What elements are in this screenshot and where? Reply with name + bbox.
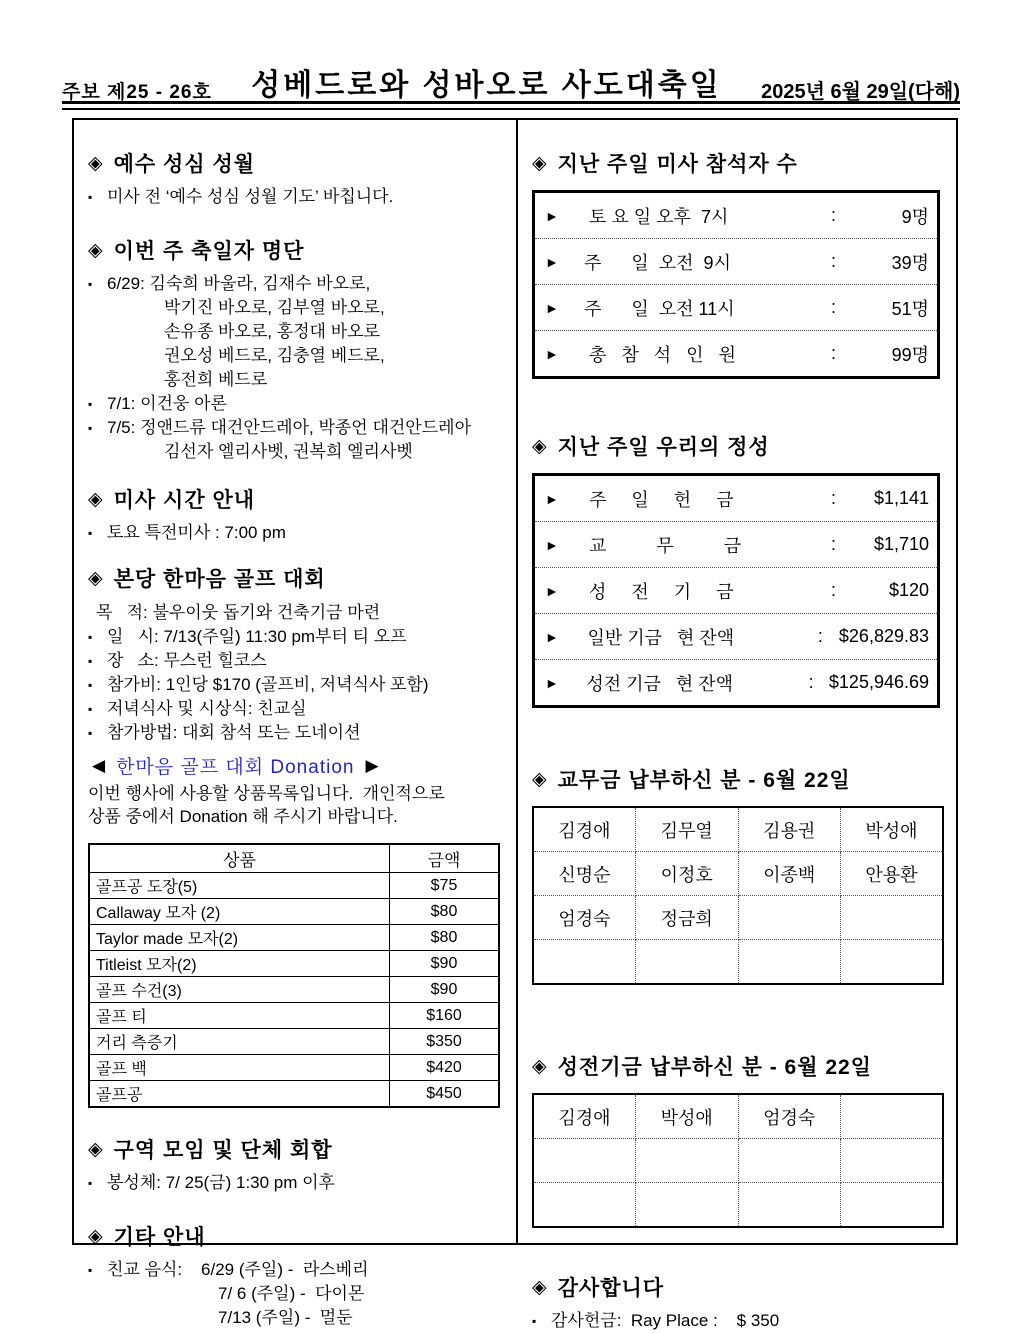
product-name: 골프공 도장(5)	[89, 873, 390, 899]
payer-name: 정금희	[636, 896, 739, 940]
table-row	[533, 940, 943, 985]
bullet-icon: ▪	[88, 702, 93, 716]
bullet-icon: ▪	[88, 726, 93, 740]
product-name: 거리 측증기	[89, 1029, 390, 1055]
list-item-text: 미사 전 ‘예수 성심 성월 기도’ 바칩니다.	[107, 187, 394, 206]
payer-name	[636, 1139, 739, 1183]
section-title-group-meetings	[88, 1134, 500, 1164]
golf-purpose: 목 적: 불우이웃 돕기와 건축기금 마련	[96, 603, 381, 622]
stat-row	[535, 193, 937, 238]
section-title-text: 이번 주 축일자 명단	[113, 240, 305, 263]
bullet-icon: ▪	[88, 630, 93, 644]
payer-name: 안용환	[841, 852, 944, 896]
list-item-continuation: 김선자 엘리사벳, 권복희 엘리사벳	[164, 442, 413, 461]
list-item	[88, 521, 500, 545]
list-item-text: 장 소: 무스런 힐코스	[107, 651, 267, 670]
payer-name	[533, 940, 636, 985]
diamond-icon: ◈	[88, 1138, 104, 1160]
row-marker-icon: ►	[545, 582, 559, 599]
stat-value: 51명	[891, 298, 929, 319]
table-row	[89, 873, 499, 899]
list-item	[88, 649, 500, 673]
payer-name: 이정호	[636, 852, 739, 896]
section-title-text: 지난 주일 우리의 정성	[557, 436, 770, 459]
stat-colon: :	[817, 626, 823, 646]
stat-row	[535, 521, 937, 567]
table-row	[533, 1139, 943, 1183]
list-item-text: 참가방법: 대회 참석 또는 도네이션	[107, 723, 361, 742]
list-item-text: 6/29: 김숙희 바울라, 김재수 바오로,	[107, 274, 371, 293]
list-item-continuation: 박기진 바오로, 김부열 바오로,	[164, 298, 385, 317]
payer-name	[738, 940, 841, 985]
payer-name: 신명순	[533, 852, 636, 896]
list-item-text: 일 시: 7/13(주일) 11:30 pm부터 티 오프	[107, 627, 407, 646]
stat-colon: :	[831, 205, 837, 225]
row-marker-icon: ►	[545, 207, 559, 224]
offering-table	[532, 473, 940, 708]
row-marker-icon: ►	[545, 536, 559, 553]
stat-label: 일반 기금 현 잔액	[577, 627, 735, 648]
row-marker-icon: ►	[545, 253, 559, 270]
stat-label: 주 일 오전 9시	[579, 252, 731, 273]
stat-value: $1,710	[873, 534, 929, 554]
table-row	[89, 977, 499, 1003]
product-name: 골프 티	[89, 1003, 390, 1029]
product-name: Taylor made 모자(2)	[89, 925, 390, 951]
table-row	[89, 899, 499, 925]
product-price: $160	[390, 1003, 500, 1029]
stat-value: $26,829.83	[838, 626, 929, 646]
payer-name: 김경애	[533, 807, 636, 852]
list-item-text: 감사헌금: Ray Place : $ 350	[551, 1311, 780, 1330]
bullet-icon: ▪	[88, 421, 93, 435]
stat-row	[535, 567, 937, 613]
stat-label: 교 무 금	[579, 535, 742, 556]
list-item	[532, 1309, 946, 1333]
table-row	[89, 1081, 499, 1108]
section-title-fund-payers	[532, 1051, 946, 1081]
payer-name: 김용권	[738, 807, 841, 852]
table-row	[533, 852, 943, 896]
row-marker-icon: ►	[545, 490, 559, 507]
stat-row	[535, 659, 937, 705]
payer-name	[841, 940, 944, 985]
section-title-offering	[532, 431, 946, 461]
product-price: $450	[390, 1081, 500, 1108]
stat-value: 39명	[891, 252, 929, 273]
payer-name: 박성애	[636, 1094, 739, 1139]
bullet-icon: ▪	[88, 1176, 93, 1190]
bullet-icon: ▪	[88, 277, 93, 291]
row-marker-icon: ►	[545, 299, 559, 316]
diamond-icon: ◈	[88, 488, 104, 510]
stat-row	[535, 476, 937, 521]
stat-value: 99명	[891, 344, 929, 365]
payer-name: 김경애	[533, 1094, 636, 1139]
issue-number: 주보 제25 - 26호	[62, 82, 212, 103]
table-row	[89, 1029, 499, 1055]
payer-name: 김무열	[636, 807, 739, 852]
list-item-continuation: 손유종 바오로, 홍정대 바오로	[164, 322, 380, 341]
list-item-text: 봉성체: 7/ 25(금) 1:30 pm 이후	[107, 1173, 335, 1192]
section-title-text: 기타 안내	[113, 1226, 206, 1249]
stat-colon: :	[831, 297, 837, 317]
table-row	[533, 896, 943, 940]
section-title-mass-times	[88, 484, 500, 514]
list-item-continuation: 7/ 6 (주일) - 다이몬	[218, 1284, 365, 1303]
table-row	[89, 1003, 499, 1029]
list-item	[88, 185, 500, 209]
payer-name: 박성애	[841, 807, 944, 852]
payer-name	[636, 940, 739, 985]
stat-colon: :	[831, 251, 837, 271]
section-title-dues-payers	[532, 764, 946, 794]
diamond-icon: ◈	[532, 768, 548, 790]
page-title: 성베드로와 성바오로 사도대축일	[251, 69, 722, 102]
row-marker-icon: ►	[545, 628, 559, 645]
right-arrow-icon: ▶	[365, 755, 379, 775]
stat-value: $125,946.69	[828, 672, 930, 692]
diamond-icon: ◈	[532, 1276, 548, 1298]
left-arrow-icon: ◀	[92, 755, 106, 775]
product-price: $75	[390, 873, 500, 899]
list-item	[88, 625, 500, 649]
bullet-icon: ▪	[88, 654, 93, 668]
donation-note-line2: 상품 중에서 Donation 해 주시기 바랍니다.	[88, 807, 398, 826]
list-item	[88, 1171, 500, 1195]
diamond-icon: ◈	[88, 1225, 104, 1247]
product-name: 골프공	[89, 1081, 390, 1108]
stat-colon: :	[831, 343, 837, 363]
page-header	[62, 60, 960, 104]
stat-label: 성전 기금 현 잔액	[576, 673, 734, 694]
section-title-thanks	[532, 1272, 946, 1302]
list-item-text: 7/1: 이건웅 아론	[107, 394, 227, 413]
product-price: $80	[390, 899, 500, 925]
product-name: 골프 수건(3)	[89, 977, 390, 1003]
payer-name	[533, 1183, 636, 1228]
table-row	[533, 807, 943, 852]
donation-heading	[92, 752, 500, 779]
product-name: 골프 백	[89, 1055, 390, 1081]
payer-name	[636, 1183, 739, 1228]
payer-name	[738, 896, 841, 940]
payer-name	[738, 1183, 841, 1228]
bullet-icon: ▪	[532, 1314, 537, 1328]
product-price: $350	[390, 1029, 500, 1055]
section-title-text: 예수 성심 성월	[113, 153, 256, 176]
product-price: $420	[390, 1055, 500, 1081]
section-title-text: 교무금 납부하신 분 - 6월 22일	[557, 769, 851, 792]
list-item-continuation: 홍전희 베드로	[164, 370, 268, 389]
section-title-text: 성전기금 납부하신 분 - 6월 22일	[557, 1056, 872, 1079]
list-item-text: 7/5: 정앤드류 대건안드레아, 박종언 대건안드레아	[107, 418, 471, 437]
diamond-icon: ◈	[88, 152, 104, 174]
section-title-text: 구역 모임 및 단체 회합	[113, 1139, 333, 1162]
content-box	[72, 118, 958, 1330]
stat-label: 주 일 오전 11시	[579, 298, 735, 319]
fund-payer-table	[532, 1093, 944, 1228]
product-name: Titleist 모자(2)	[89, 951, 390, 977]
right-column	[518, 120, 956, 1330]
stat-label: 성 전 기 금	[579, 581, 734, 602]
table-row	[89, 1055, 499, 1081]
diamond-icon: ◈	[532, 152, 548, 174]
stat-colon: :	[831, 580, 837, 600]
section-title-text: 본당 한마음 골프 대회	[113, 568, 326, 591]
list-item	[88, 673, 500, 697]
table-row	[533, 1183, 943, 1228]
section-title-text: 미사 시간 안내	[113, 489, 256, 512]
table-row	[89, 951, 499, 977]
list-item	[88, 697, 500, 721]
left-column	[74, 120, 518, 1327]
stat-label: 토 요 일 오후 7시	[579, 206, 729, 227]
stat-row	[535, 238, 937, 284]
payer-name: 엄경숙	[738, 1094, 841, 1139]
list-item	[88, 416, 500, 440]
product-name: Callaway 모자 (2)	[89, 899, 390, 925]
stat-colon: :	[808, 672, 814, 692]
diamond-icon: ◈	[88, 567, 104, 589]
diamond-icon: ◈	[532, 435, 548, 457]
issue-date: 2025년 6월 29일(다해)	[761, 81, 960, 103]
table-row	[533, 1094, 943, 1139]
bullet-icon: ▪	[88, 397, 93, 411]
list-item-continuation: 권오성 베드로, 김충열 베드로,	[164, 346, 385, 365]
bullet-icon: ▪	[88, 190, 93, 204]
payer-name	[841, 1094, 944, 1139]
section-title-sacred-heart	[88, 148, 500, 178]
stat-row	[535, 330, 937, 376]
donation-heading-text: 한마음 골프 대회 Donation	[116, 757, 355, 778]
payer-name	[533, 1139, 636, 1183]
bullet-icon: ▪	[88, 678, 93, 692]
section-title-golf	[88, 563, 500, 593]
diamond-icon: ◈	[88, 239, 104, 261]
section-title-etc	[88, 1221, 500, 1251]
stat-label: 주 일 헌 금	[579, 489, 734, 510]
stat-row	[535, 613, 937, 659]
payer-name	[738, 1139, 841, 1183]
stat-value: $120	[888, 580, 929, 600]
payer-name	[841, 1139, 944, 1183]
list-item-text: 참가비: 1인당 $170 (골프비, 저녁식사 포함)	[107, 675, 429, 694]
stat-colon: :	[831, 488, 837, 508]
list-item-continuation: 7/13 (주일) - 멀둔	[218, 1308, 353, 1327]
product-price: $80	[390, 925, 500, 951]
list-item	[88, 392, 500, 416]
list-item	[88, 721, 500, 745]
dues-payer-table	[532, 806, 944, 985]
donation-note-line1: 이번 행사에 사용할 상품목록입니다. 개인적으로	[88, 784, 445, 803]
stat-row	[535, 284, 937, 330]
bullet-icon: ▪	[88, 1263, 93, 1277]
payer-name	[841, 1183, 944, 1228]
product-price: $90	[390, 977, 500, 1003]
list-item	[88, 272, 500, 296]
list-item-text: 친교 음식: 6/29 (주일) - 라스베리	[107, 1260, 369, 1279]
payer-name	[841, 896, 944, 940]
table-header-row	[89, 844, 499, 873]
col-header-price: 금액	[390, 844, 500, 873]
section-title-attendance	[532, 148, 946, 178]
list-item-text: 토요 특전미사 : 7:00 pm	[107, 523, 286, 542]
product-price: $90	[390, 951, 500, 977]
bullet-icon: ▪	[88, 526, 93, 540]
header-double-rule	[62, 101, 960, 110]
row-marker-icon: ►	[545, 345, 559, 362]
row-marker-icon: ►	[545, 674, 559, 691]
stat-colon: :	[831, 534, 837, 554]
section-title-text: 감사합니다	[557, 1277, 665, 1300]
section-title-text: 지난 주일 미사 참석자 수	[557, 153, 798, 176]
section-title-feast-list	[88, 235, 500, 265]
stat-value: $1,141	[873, 488, 929, 508]
stat-value: 9명	[901, 206, 929, 227]
payer-name: 이종백	[738, 852, 841, 896]
attendance-table	[532, 190, 940, 379]
col-header-item: 상품	[89, 844, 390, 873]
payer-name: 엄경숙	[533, 896, 636, 940]
donation-product-table	[88, 843, 500, 1108]
list-item-text: 저녁식사 및 시상식: 친교실	[107, 699, 307, 718]
list-item	[88, 1258, 500, 1282]
diamond-icon: ◈	[532, 1055, 548, 1077]
table-row	[89, 925, 499, 951]
stat-label: 총 참 석 인 원	[579, 344, 736, 365]
